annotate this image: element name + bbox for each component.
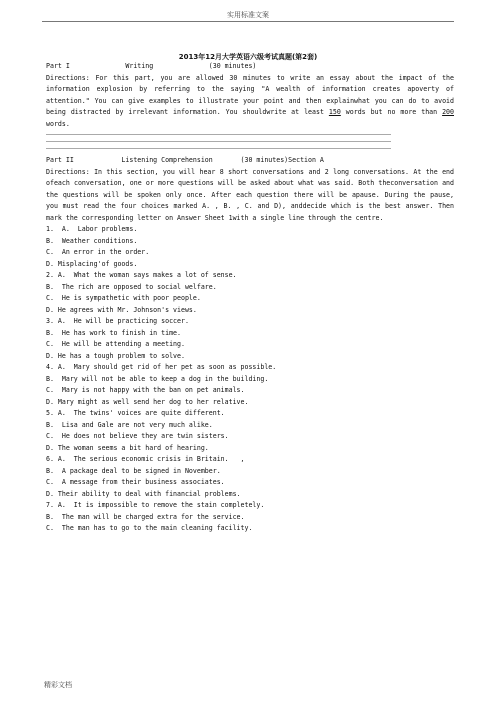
question-line: 6. A. The serious economic crisis in Britain. , [46,455,245,463]
question-line: D. He has a tough problem to solve. [46,351,185,360]
question-line: C. An error in the order. [46,248,150,256]
page-title: 2013年12月大学英语六级考试真题(第2套) [178,53,318,61]
question-line: B. The man will be charged extra for the service. [46,512,245,521]
question-line: 2. A. What the woman says makes a lot of sense. [46,271,237,279]
directions-text: Directions: For this part, you are allowed 30 minutes to write an essay about the impact of the information explosion by referring to the saying "A wealth of information creates apoverty of attention." You can give examples to illustrate your point and then explainwhat you can do to avoid being distracted by irrelevant information. You shouldwrite at least [46,73,454,116]
page-header: 实用标准文案 [227,11,269,19]
question-line: C. Mary is not happy with the ban on pet animals. [46,386,245,394]
question-line: 3. A. He will be practicing soccer. [46,317,189,325]
question-line: B. Lisa and Gale are not very much alike. [46,420,213,429]
answer-line [46,134,391,135]
part1-heading: Part I Writing (30 minutes) [46,62,257,70]
min-words: 150 [328,108,341,116]
part2-heading: Part II Listening Comprehension (30 minutes)Section A [46,156,324,164]
question-line: 5. A. The twins' voices are quite different. [46,409,225,417]
question-line: D. Misplacing'of goods. [46,259,138,268]
question-line: B. Weather conditions. [46,236,138,245]
question-line: B. Mary will not be able to keep a dog in the building. [46,374,269,383]
question-line: 7. A. It is impossible to remove the stain completely. [46,501,265,509]
question-line: B. A package deal to be signed in November. [46,466,221,475]
answer-line [46,141,391,142]
question-line: C. The man has to go to the main cleaning facility. [46,524,253,532]
part2-directions: Directions: In this section, you will hear 8 short conversations and 2 long conversations. At the end ofeach conversation, one or more questions will be asked about what was said. Both theconversation and the questions will be spoken only once. After each question there will be apause. During the pause, you must read the four choices marked A. , B. , C. and D), anddecide which is the best answer. Then mark the corresponding letter on Answer Sheet 1with a single line through the centre. [46,167,454,222]
page-footer: 精彩文档 [44,681,72,689]
max-words: 200 [442,108,454,116]
question-line: B. The rich are opposed to social welfare. [46,282,217,291]
question-line: D. He agrees with Mr. Johnson's views. [46,305,197,314]
question-line: D. The woman seems a bit hard of hearing. [46,443,209,452]
question-line: B. He has work to finish in time. [46,328,181,337]
question-line: C. He will be attending a meeting. [46,340,185,348]
document-body [46,61,454,535]
answer-line [46,148,391,149]
question-line: 4. A. Mary should get rid of her pet as soon as possible. [46,363,277,371]
directions-text: words. [46,119,70,128]
question-line: D. Mary might as well send her dog to her relative. [46,397,249,406]
directions-text: words but no more than [340,108,443,116]
question-line: C. He is sympathetic with poor people. [46,294,201,302]
header-divider [42,21,454,22]
question-line: 1. A. Labor problems. [46,225,138,233]
question-line: C. A message from their business associates. [46,478,225,486]
question-list [46,224,454,535]
question-line: D. Their ability to deal with financial problems. [46,489,241,498]
question-line: C. He does not believe they are twin sisters. [46,432,229,440]
part1-directions [46,73,454,131]
